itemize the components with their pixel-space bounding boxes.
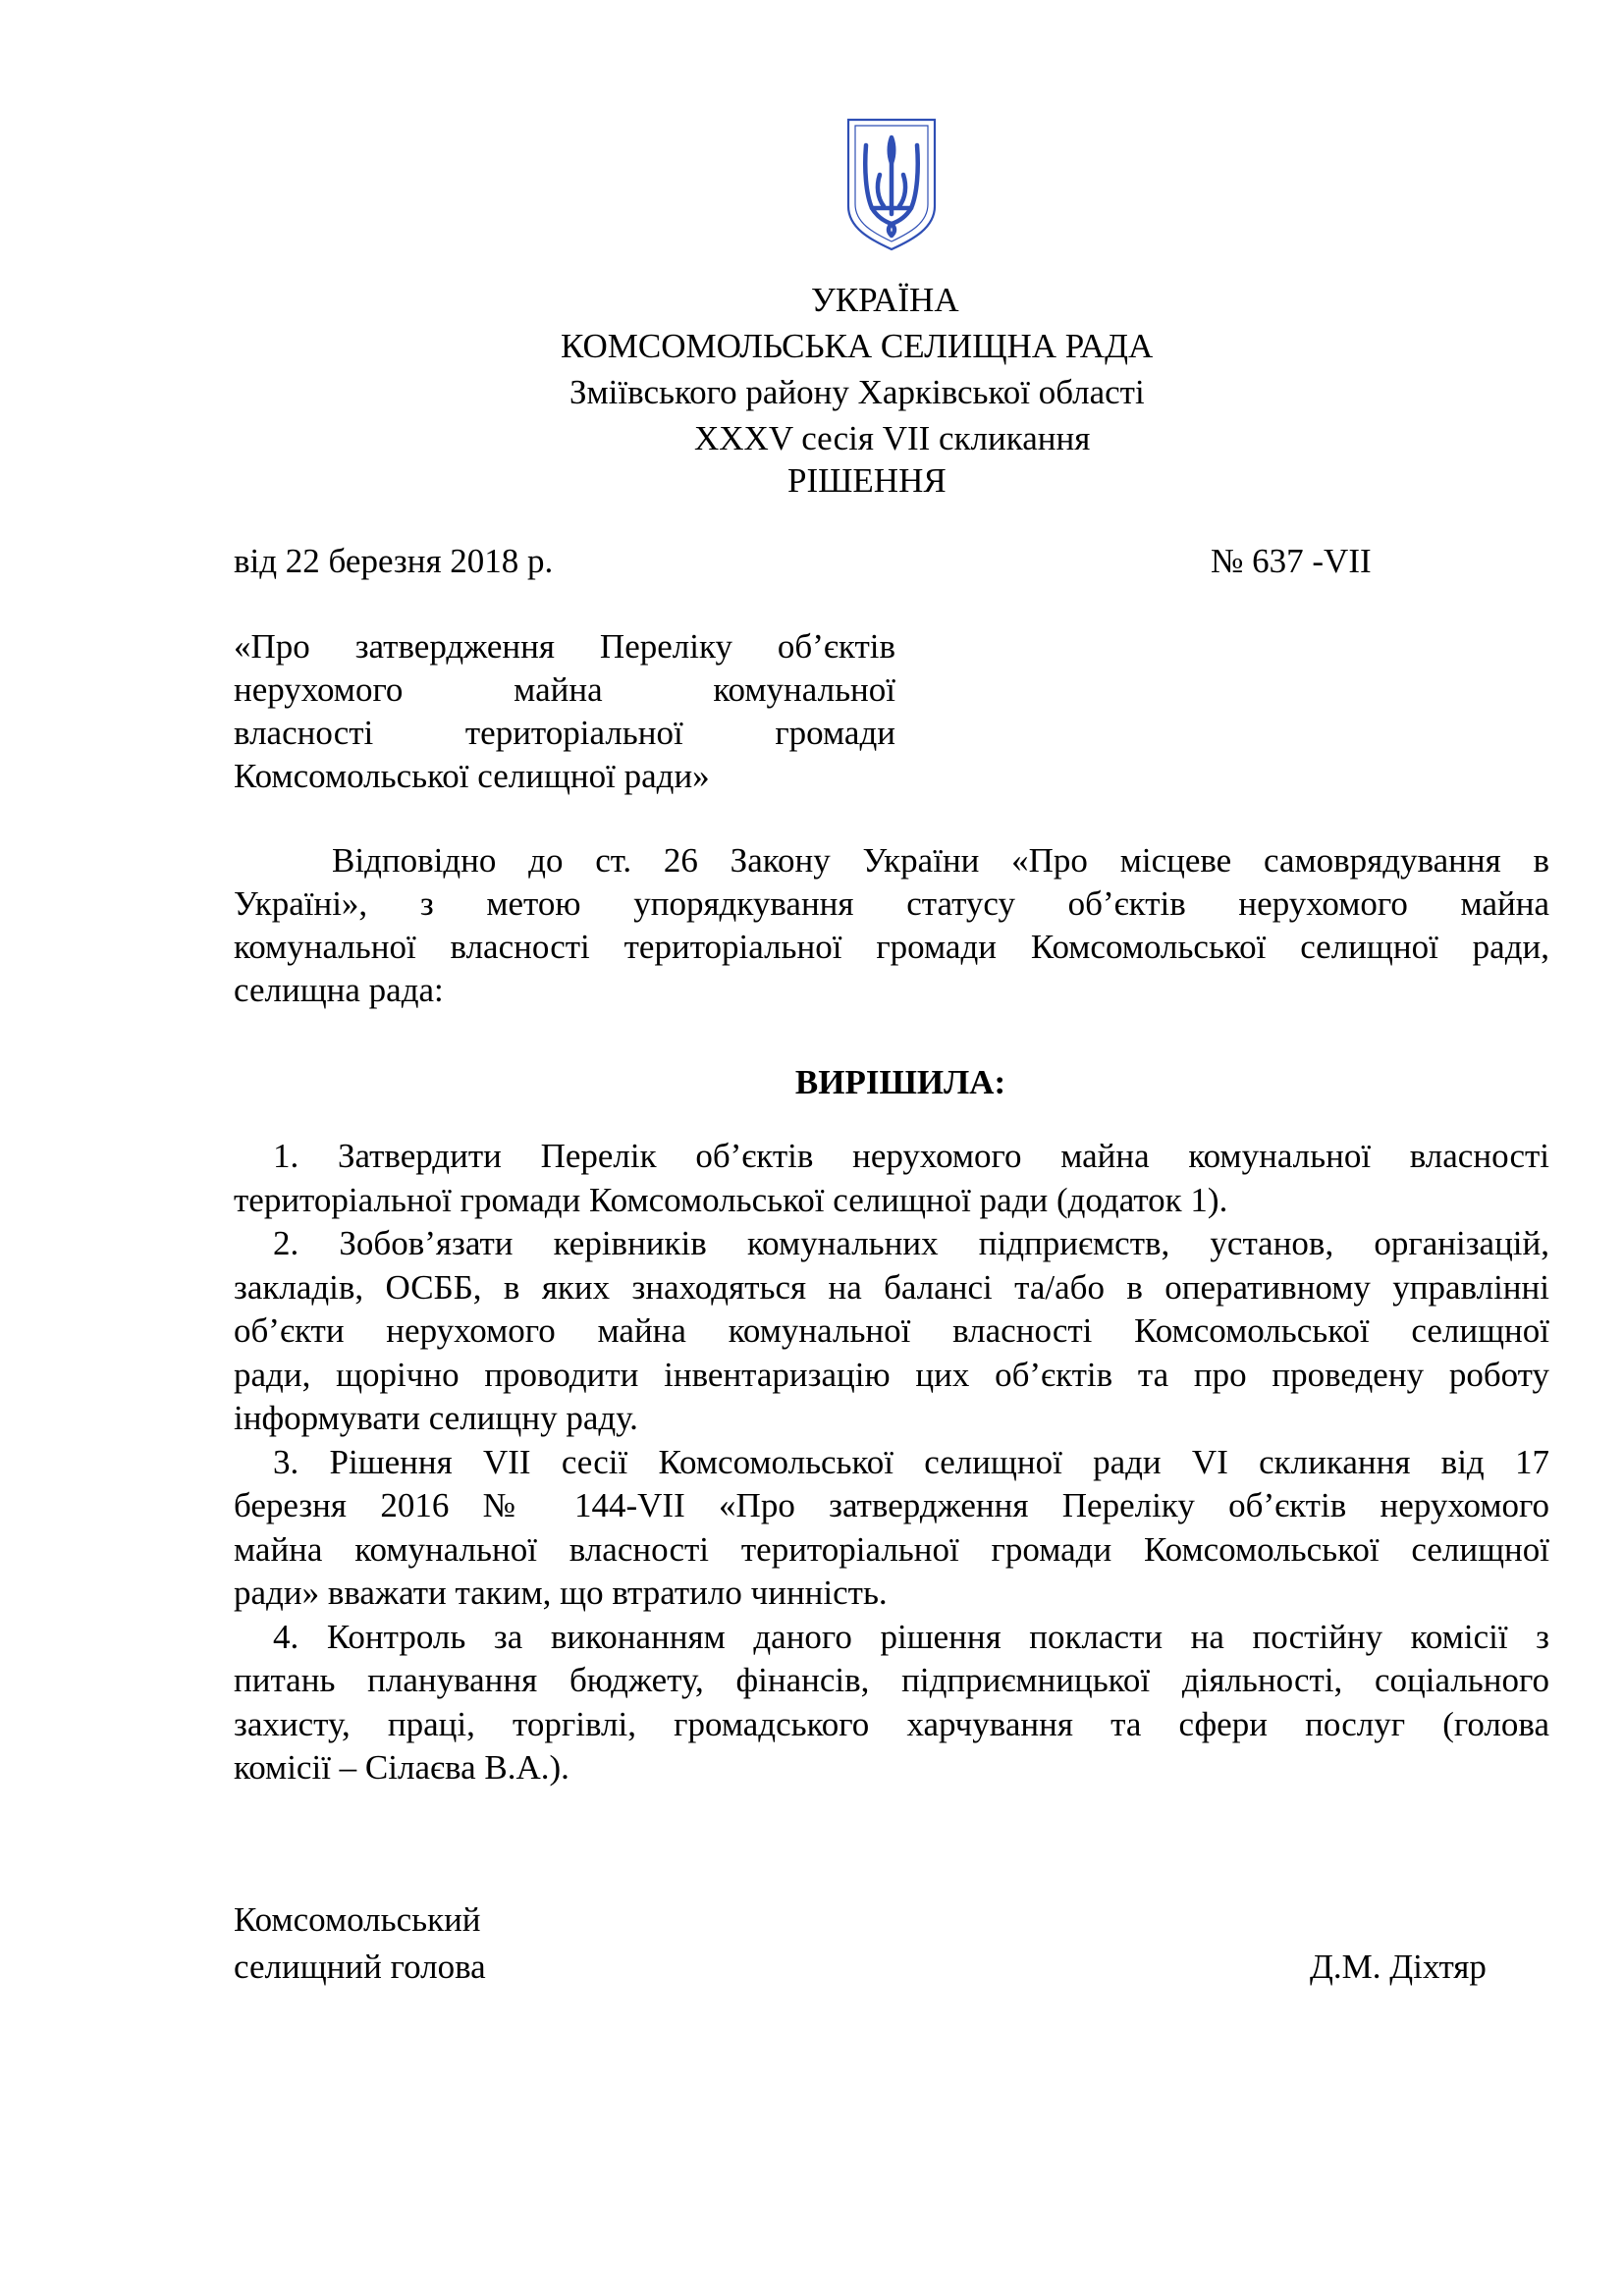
signatory-title-line1: Комсомольський xyxy=(234,1900,481,1939)
coat-of-arms-trident-icon xyxy=(842,116,941,253)
item-line: 2. Зобов’язати керівників комунальних підприємств, установ, організацій, xyxy=(273,1224,1549,1262)
item-line: ради, щорічно проводити інвентаризацію цих об’єктів та про проведену роботу xyxy=(234,1355,1549,1394)
signatory-title-line2: селищний голова xyxy=(234,1948,486,1986)
subject-line: Комсомольської селищної ради» xyxy=(234,757,710,795)
signature-block xyxy=(234,1896,1549,1991)
subject-line: власності територіальної громади xyxy=(234,714,895,752)
item-line: об’єкти нерухомого майна комунальної власності Комсомольської селищної xyxy=(234,1311,1549,1350)
item-line: захисту, праці, торгівлі, громадського харчування та сфери послуг (голова xyxy=(234,1704,1549,1743)
header-council: КОМСОМОЛЬСЬКА СЕЛИЩНА РАДА xyxy=(561,327,1154,365)
preamble-paragraph xyxy=(234,839,1549,1012)
preamble-line: Відповідно до ст. 26 Закону України «Про місцеве самоврядування в xyxy=(332,841,1549,880)
preamble-line: комунальної власності територіальної громади Комсомольської селищної ради, xyxy=(234,928,1549,966)
decision-item-3 xyxy=(234,1441,1549,1616)
item-line: 1. Затвердити Перелік об’єктів нерухомого майна комунальної власності xyxy=(273,1137,1549,1175)
item-line: питань планування бюджету, фінансів, підприємницької діяльності, соціального xyxy=(234,1661,1549,1699)
header-region: Зміївського району Харківської області xyxy=(569,373,1145,411)
item-line: інформувати селищну раду. xyxy=(234,1399,638,1437)
header-session: XXXV сесія VII скликання xyxy=(694,419,1091,457)
decision-date: від 22 березня 2018 р. xyxy=(234,542,554,580)
subject-line: нерухомого майна комунальної xyxy=(234,670,895,709)
item-line: 3. Рішення VII сесії Комсомольської селищної ради VI скликання від 17 xyxy=(273,1442,1549,1481)
item-line: березня 2016 № 144-VII «Про затвердження Переліку об’єктів нерухомого xyxy=(234,1486,1549,1524)
header-country: УКРАЇНА xyxy=(811,281,959,319)
item-line: комісії – Сілаєва В.А.). xyxy=(234,1748,569,1787)
decision-number: № 637 -VII xyxy=(1211,542,1372,580)
item-line: майна комунальної власності територіальної громади Комсомольської селищної xyxy=(234,1529,1549,1569)
decision-item-2 xyxy=(234,1222,1549,1441)
item-line: закладів, ОСББ, в яких знаходяться на балансі та/або в оперативному управлінні xyxy=(234,1267,1549,1307)
header-doc-type: РІШЕННЯ xyxy=(787,461,947,500)
decided-heading: ВИРІШИЛА: xyxy=(794,1063,1006,1101)
item-line: 4. Контроль за виконанням даного рішення покласти на постійну комісії з xyxy=(273,1617,1549,1656)
decision-item-1 xyxy=(234,1135,1549,1222)
decision-items-list xyxy=(234,1135,1549,1790)
decision-item-4 xyxy=(234,1616,1549,1790)
preamble-line: Україні», з метою упорядкування статусу об’єктів нерухомого майна xyxy=(234,884,1549,923)
subject-line: «Про затвердження Переліку об’єктів xyxy=(234,627,895,666)
preamble-line: селищна рада: xyxy=(234,971,444,1009)
item-line: територіальної громади Комсомольської селищної ради (додаток 1). xyxy=(234,1180,1228,1219)
item-line: ради» вважати таким, що втратило чинність. xyxy=(234,1574,888,1612)
signatory-name: Д.М. Діхтяр xyxy=(1310,1948,1487,1986)
decision-subject xyxy=(234,625,895,798)
